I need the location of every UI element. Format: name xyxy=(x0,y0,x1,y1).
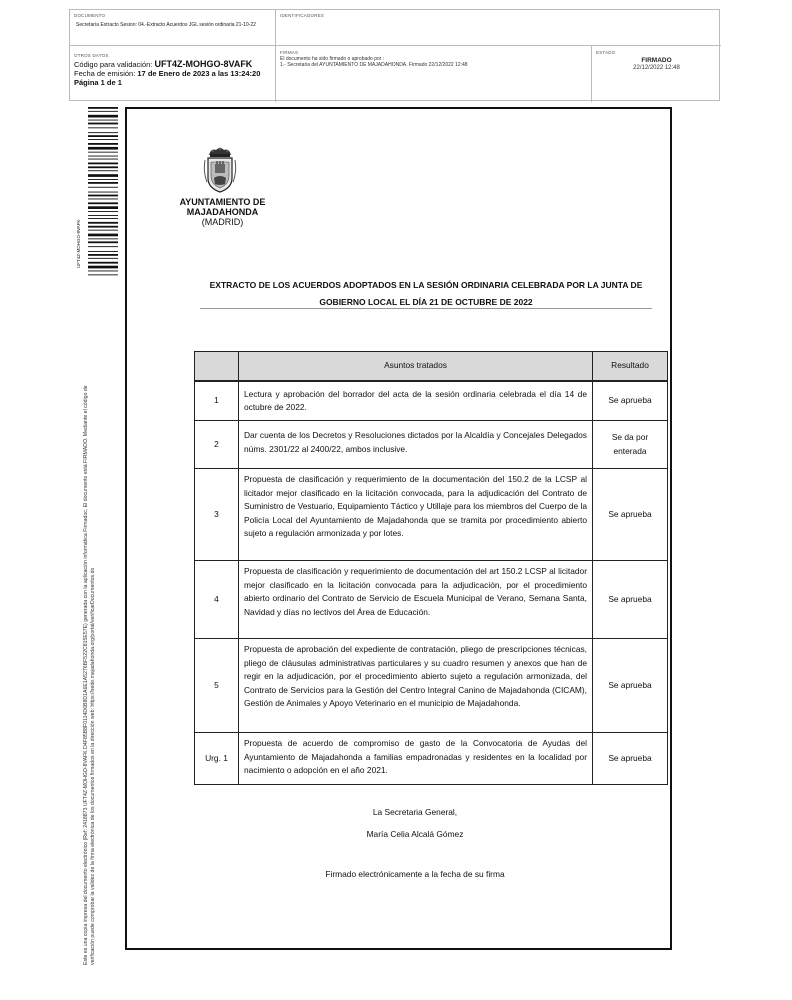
institution-line2: MAJADAHONDA xyxy=(186,207,259,217)
codigo-label: Código para validación: xyxy=(74,60,153,69)
row-number: 4 xyxy=(195,561,239,639)
fecha-emision xyxy=(74,69,271,78)
documento-cell xyxy=(70,10,276,46)
document-title xyxy=(200,277,652,311)
firmas-line2: 1.- Secretaria del AYUNTAMIENTO DE MAJADAHONDA. Firmado 22/12/2022 12:48 xyxy=(280,62,468,68)
firmas-line1: El documento ha sido firmado o aprobado por : xyxy=(280,56,385,62)
header-asuntos: Asuntos tratados xyxy=(239,352,593,381)
row-description: Propuesta de clasificación y requerimiento de documentación del art 150.2 LCSP al licitador mejor clasificado en la licitación convocada para la adjudicación, por el procedimiento abierto ordinario del Contrato de Servicio de Escuela Municipal de Verano, Semana Santa, Navidad y días no lectivos del Área de Educación. xyxy=(239,561,593,639)
barcode-caption xyxy=(76,118,84,268)
row-result: Se da por enterada xyxy=(593,421,668,469)
row-description: Lectura y aprobación del borrador del acta de la sesión ordinaria celebrada el día 14 de octubre de 2022. xyxy=(239,381,593,421)
documento-label: DOCUMENTO xyxy=(74,13,106,18)
identificadores-cell xyxy=(276,10,721,46)
table-row xyxy=(195,421,668,469)
row-result: Se aprueba xyxy=(593,381,668,421)
title-line1: EXTRACTO DE LOS ACUERDOS ADOPTADOS EN LA SESIÓN ORDINARIA CELEBRADA POR LA JUNTA DE xyxy=(209,280,643,290)
estado-label: ESTADO xyxy=(596,50,616,55)
row-result: Se aprueba xyxy=(593,561,668,639)
identificadores-label: IDENTIFICADORES xyxy=(280,13,325,18)
signature-note: Firmado electrónicamente a la fecha de su firma xyxy=(325,869,505,879)
firmas-cell xyxy=(276,46,592,102)
fecha-value: 17 de Enero de 2023 a las 13:24:20 xyxy=(137,69,261,78)
side-verification-text-1: Este es una copia impresa del documento electrónico (Ref: 2418873 UFT4Z-MOHGO-8VAFK D4F85B8F0114D6B8D1A6E1A5276BF522C815E57E) generada con la aplicación informática Firmadoc. El documento está FIRMADO. Mediante el código de xyxy=(83,385,89,965)
side-verification-text-2: verificación puede comprobar la validez de la firma electrónica de los documentos firmados en la dirección web: https://sede.majadahonda.org/portal/verificarDocumentos.do xyxy=(90,567,96,965)
title-line2: GOBIERNO LOCAL EL DÍA 21 DE OCTUBRE DE 2022 xyxy=(319,297,533,307)
row-result: Se aprueba xyxy=(593,733,668,785)
row-result: Se aprueba xyxy=(593,639,668,733)
institution-province: (MADRID) xyxy=(201,217,244,227)
row-number: 5 xyxy=(195,639,239,733)
otros-datos-label: OTROS DATOS xyxy=(74,53,109,58)
signature-name: María Celia Alcalá Gómez xyxy=(366,829,464,839)
table-row xyxy=(195,733,668,785)
row-number: Urg. 1 xyxy=(195,733,239,785)
row-description: Dar cuenta de los Decretos y Resoluciones dictados por la Alcaldía y Concejales Delegados núms. 2301/22 al 2400/22, ambos inclusive. xyxy=(239,421,593,469)
codigo-value: UFT4Z-MOHGO-8VAFK xyxy=(154,59,253,69)
codigo-validacion xyxy=(74,60,271,69)
row-description: Propuesta de clasificación y requerimiento de la documentación del 150.2 de la LCSP al licitador mejor clasificado en la licitación convocada, para la adjudicación del Contrato de Suministro de Vestuario, Equipamiento Táctico y Utillaje para los miembros del Cuerpo de la Policía Local del Ayuntamiento de Majadahonda que se tramita por procedimiento abierto sujeto a regulación armonizada y por lotes. xyxy=(239,469,593,561)
estado-cell xyxy=(592,46,721,102)
header-number xyxy=(195,352,239,381)
table-row xyxy=(195,381,668,421)
row-number: 1 xyxy=(195,381,239,421)
row-description: Propuesta de aprobación del expediente de contratación, pliego de prescripciones técnicas, pliego de cláusulas administrativas particulares y su cuadro resumen y anexos que han de regir en la adjudicación, por el procedimiento abierto sujeto a regulación armonizada, del Contrato de Servicios para la Gestión del Centro Integral Canino de Majadahonda (CICAM), Gestión de Animales y Apoyo Veterinario en el municipio de Majadahonda. xyxy=(239,639,593,733)
pagina: Página 1 de 1 xyxy=(74,78,122,87)
header-resultado: Resultado xyxy=(593,352,668,381)
table-row xyxy=(195,469,668,561)
table-header-row xyxy=(195,352,668,381)
row-number: 2 xyxy=(195,421,239,469)
otros-datos-cell xyxy=(70,46,276,102)
table-row xyxy=(195,639,668,733)
estado-value: FIRMADO xyxy=(641,57,672,64)
signature-role: La Secretaria General, xyxy=(372,807,458,817)
estado-fecha: 22/12/2022 12:48 xyxy=(633,65,680,71)
fecha-label: Fecha de emisión: xyxy=(74,69,136,78)
row-result: Se aprueba xyxy=(593,469,668,561)
row-number: 3 xyxy=(195,469,239,561)
coat-of-arms-icon xyxy=(203,146,237,194)
barcode-caption-text: UFT4Z-MOHGO-8VAFK xyxy=(76,219,81,268)
firmas-label: FIRMAS xyxy=(280,50,299,55)
institution-name xyxy=(170,197,275,227)
document-metadata-header xyxy=(69,9,720,101)
row-description: Propuesta de acuerdo de compromiso de gasto de la Convocatoria de Ayudas del Ayuntamiento de Majadahonda a familias empadronadas y residentes en la localidad por nacimiento o adopción en el año 2021. xyxy=(239,733,593,785)
title-divider xyxy=(200,308,652,309)
table-row xyxy=(195,561,668,639)
documento-text: Secretaría Extracto Sesion: 04.-Extracto Acuerdos JGL sesión ordinaria 21-10-22 xyxy=(76,22,256,28)
institution-line1: AYUNTAMIENTO DE xyxy=(179,197,266,207)
agenda-table xyxy=(194,351,668,785)
